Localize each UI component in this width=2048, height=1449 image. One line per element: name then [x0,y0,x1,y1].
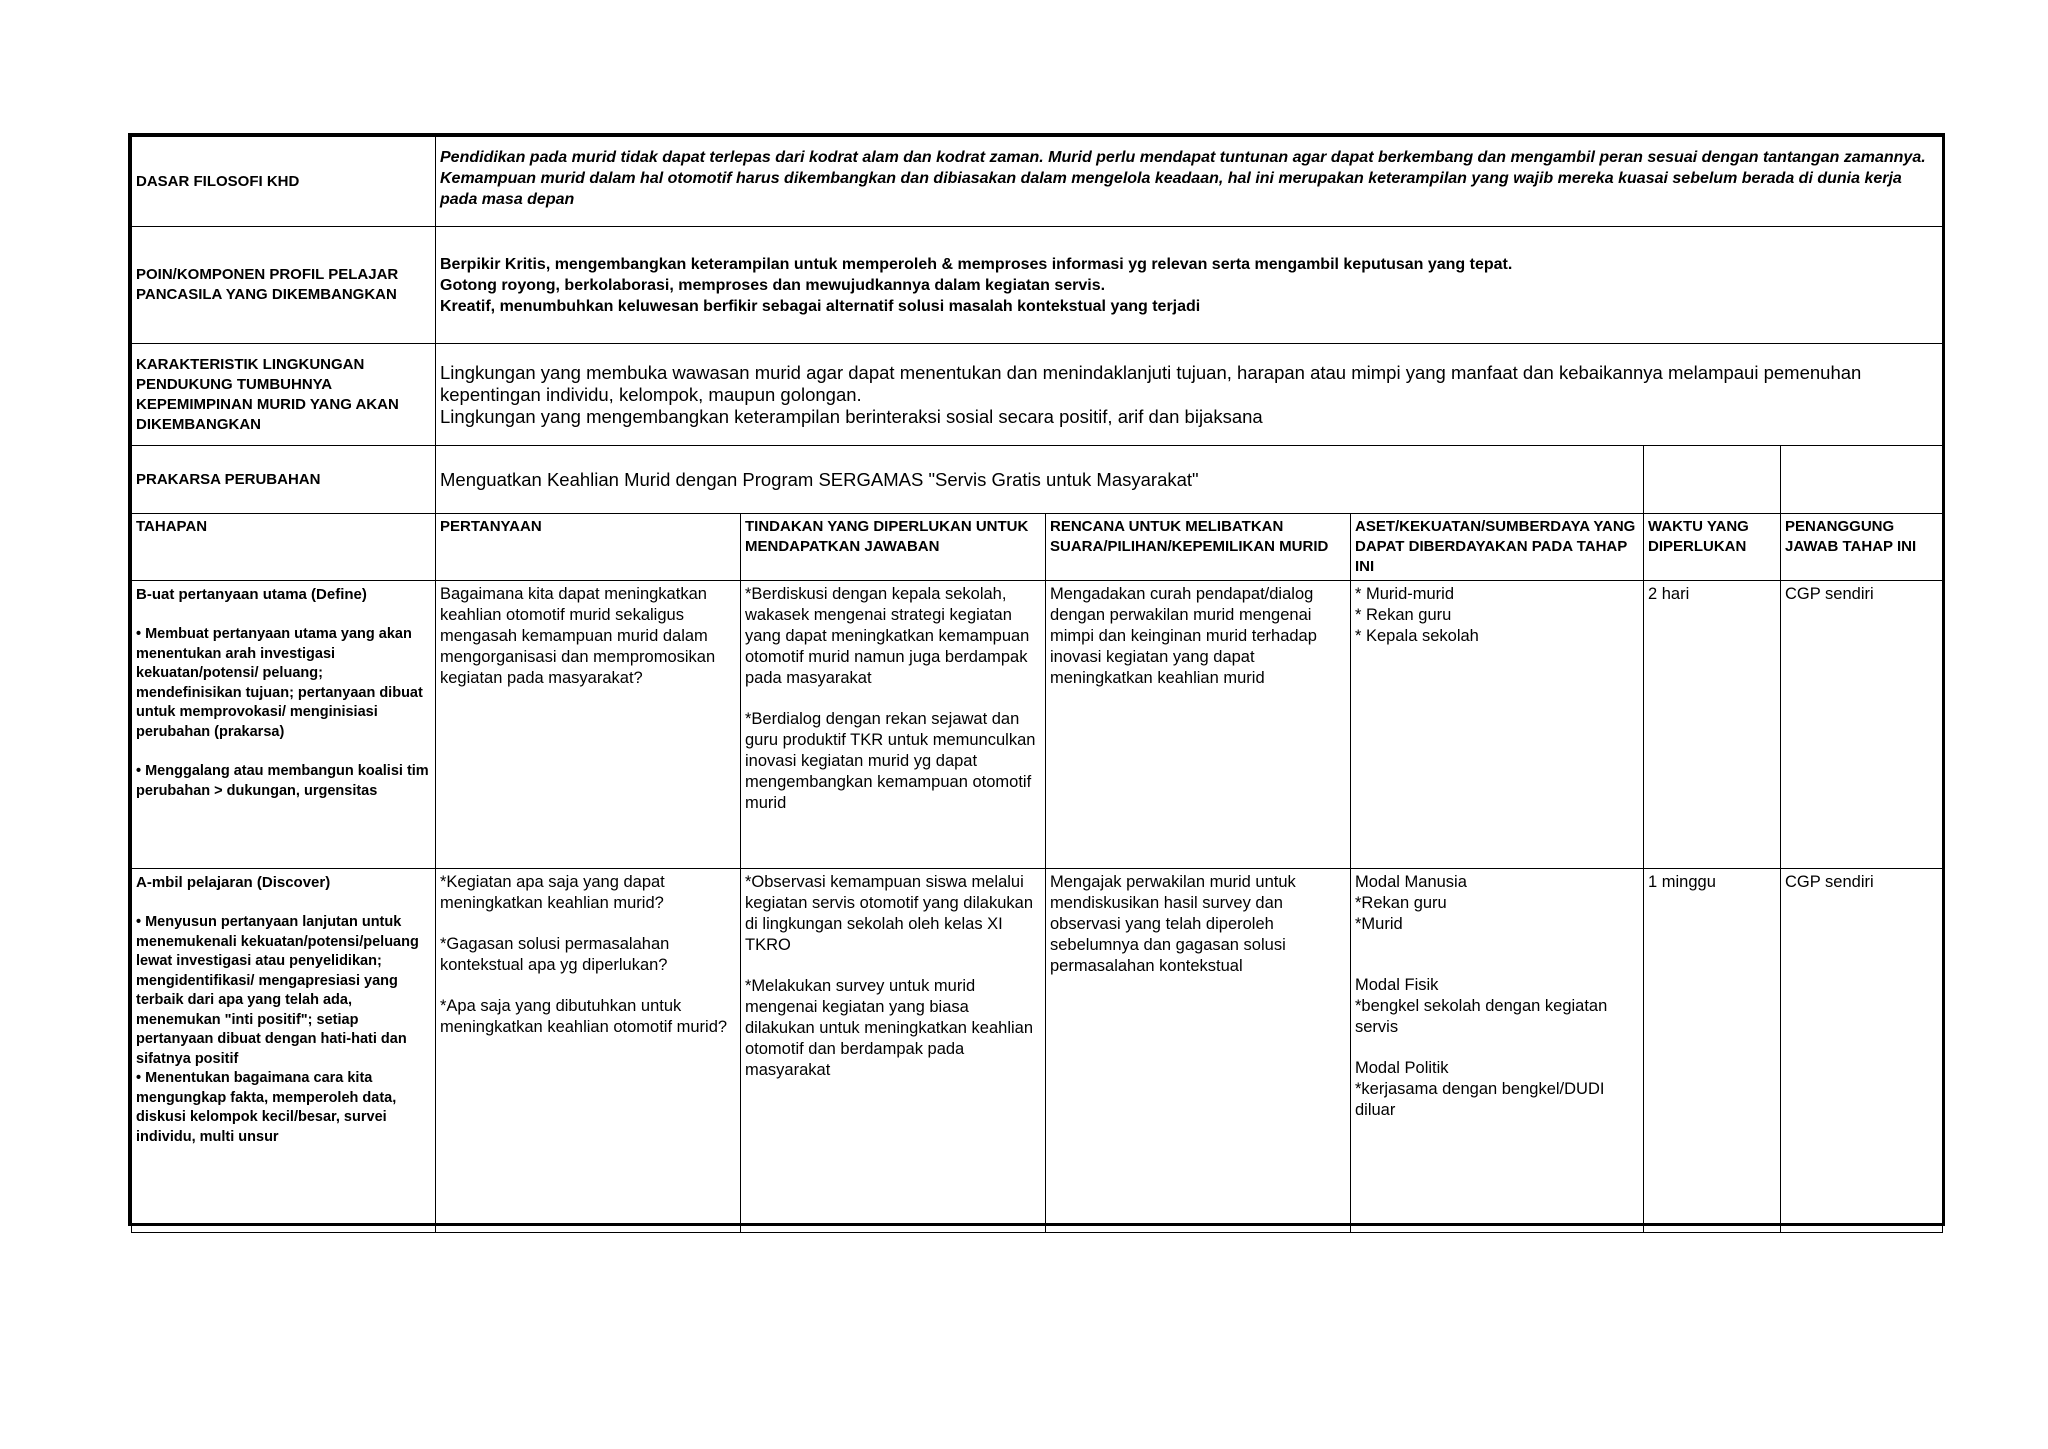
pertanyaan-item: *Apa saja yang dibutuhkan untuk meningkatkan keahlian otomotif murid? [440,997,728,1036]
waktu-cell: 1 minggu [1644,869,1781,1233]
karakteristik-line-2: Lingkungan yang mengembangkan keterampilan berinteraksi sosial secara positif, arif dan bijaksana [440,405,1263,427]
karakteristik-line-1: Lingkungan yang membuka wawasan murid agar dapat menentukan dan menindaklanjuti tujuan, harapan atau mimpi yang manfaat dan kebaikannya melampaui pemenuhan kepentingan individu, kelompok, maupun golongan. [440,361,1862,405]
profil-line-berpikir-kritis: Berpikir Kritis, mengembangkan keterampilan untuk memperoleh & memproses informasi yg relevan serta mengambil keputusan yang tepat. [440,255,1513,273]
profil-line-gotong-royong: Gotong royong, berkolaborasi, memproses dan mewujudkannya dalam kegiatan servis. [440,276,1106,294]
header-pertanyaan: PERTANYAAN [436,514,741,581]
tindakan-item: *Observasi kemampuan siswa melalui kegiatan servis otomotif yang dilakukan di lingkungan sekolah oleh kelas XI TKRO [745,873,1033,954]
stage-discover-cell [132,869,436,1233]
pertanyaan-item: *Kegiatan apa saja yang dapat meningkatkan keahlian murid? [440,873,665,912]
stage-item: • Menggalang atau membangun koalisi tim perubahan > dukungan, urgensitas [136,763,429,799]
header-aset: ASET/KEKUATAN/SUMBERDAYA YANG DAPAT DIBERDAYAKAN PADA TAHAP INI [1351,514,1644,581]
tindakan-item: *Melakukan survey untuk murid mengenai kegiatan yang biasa dilakukan untuk meningkatkan keahlian otomotif dan berdampak pada masyarakat [745,977,1034,1079]
stage-title: B-uat pertanyaan utama (Define) [136,586,367,603]
aset-group-manusia: Modal Manusia *Rekan guru *Murid [1355,873,1467,933]
text-prakarsa: Menguatkan Keahlian Murid dengan Program SERGAMAS "Servis Gratis untuk Masyarakat" [436,446,1644,514]
tindakan-cell [741,581,1046,869]
tindakan-cell [741,869,1046,1233]
rencana-cell: Mengajak perwakilan murid untuk mendiskusikan hasil survey dan observasi yang telah diperoleh sebelumnya dan gagasan solusi permasalahan kontekstual [1046,869,1351,1233]
prakarsa-empty-waktu [1644,446,1781,514]
stage-item: • Menentukan bagaimana cara kita mengungkap fakta, memperoleh data, diskusi kelompok kecil/besar, survei individu, multi unsur [136,1070,397,1145]
planning-table [131,136,1943,1233]
rencana-cell: Mengadakan curah pendapat/dialog dengan perwakilan murid mengenai mimpi dan keinginan murid terhadap inovasi kegiatan yang dapat meningkatkan keahlian murid [1046,581,1351,869]
text-profil-pelajar [436,227,1943,344]
label-prakarsa: PRAKARSA PERUBAHAN [132,446,436,514]
aset-cell: * Murid-murid * Rekan guru * Kepala sekolah [1351,581,1644,869]
aset-cell [1351,869,1644,1233]
pertanyaan-cell [436,869,741,1233]
row-column-headers [132,514,1943,581]
pertanyaan-item: *Gagasan solusi permasalahan kontekstual apa yg diperlukan? [440,935,670,974]
stage-define-cell [132,581,436,869]
pertanyaan-cell: Bagaimana kita dapat meningkatkan keahlian otomotif murid sekaligus mengasah kemampuan murid dalam mengorganisasi dan mempromosikan kegiatan pada masyarakat? [436,581,741,869]
penanggung-cell: CGP sendiri [1781,581,1943,869]
label-profil-pelajar: POIN/KOMPONEN PROFIL PELAJAR PANCASILA YANG DIKEMBANGKAN [132,227,436,344]
aset-group-politik: Modal Politik *kerjasama dengan bengkel/DUDI diluar [1355,1059,1605,1119]
row-dasar-filosofi [132,137,1943,227]
aset-group-fisik: Modal Fisik *bengkel sekolah dengan kegiatan servis [1355,976,1608,1036]
tindakan-item: *Berdialog dengan rekan sejawat dan guru produktif TKR untuk memunculkan inovasi kegiatan murid yg dapat mengembangkan kemampuan otomotif murid [745,710,1036,812]
planning-table-sheet [128,133,1945,1226]
text-karakteristik [436,344,1943,446]
penanggung-cell: CGP sendiri [1781,869,1943,1233]
stage-title: A-mbil pelajaran (Discover) [136,874,331,891]
row-profil-pelajar [132,227,1943,344]
header-waktu: WAKTU YANG DIPERLUKAN [1644,514,1781,581]
header-tahapan: TAHAPAN [132,514,436,581]
label-karakteristik: KARAKTERISTIK LINGKUNGAN PENDUKUNG TUMBUHNYA KEPEMIMPINAN MURID YANG AKAN DIKEMBANGKAN [132,344,436,446]
row-stage-define [132,581,1943,869]
profil-line-kreatif: Kreatif, menumbuhkan keluwesan berfikir sebagai alternatif solusi masalah kontekstual yang terjadi [440,297,1201,315]
waktu-cell: 2 hari [1644,581,1781,869]
row-karakteristik [132,344,1943,446]
stage-item: • Menyusun pertanyaan lanjutan untuk menemukenali kekuatan/potensi/peluang lewat investigasi atau penyelidikan; mengidentifikasi/ mengapresiasi yang terbaik dari apa yang telah ada, menemukan "inti positif"; setiap pertanyaan dibuat dengan hati-hati dan sifatnya positif [136,914,419,1067]
header-penanggung: PENANGGUNG JAWAB TAHAP INI [1781,514,1943,581]
header-rencana: RENCANA UNTUK MELIBATKAN SUARA/PILIHAN/KEPEMILIKAN MURID [1046,514,1351,581]
row-stage-discover [132,869,1943,1233]
header-tindakan: TINDAKAN YANG DIPERLUKAN UNTUK MENDAPATKAN JAWABAN [741,514,1046,581]
row-prakarsa [132,446,1943,514]
prakarsa-empty-penanggung [1781,446,1943,514]
tindakan-item: *Berdiskusi dengan kepala sekolah, wakasek mengenai strategi kegiatan yang dapat meningkatkan kemampuan otomotif murid namun juga berdampak pada masyarakat [745,585,1030,687]
stage-item: • Membuat pertanyaan utama yang akan menentukan arah investigasi kekuatan/potensi/ peluang; mendefinisikan tujuan; pertanyaan dibuat untuk memprovokasi/ menginisiasi perubahan (prakarsa) [136,626,423,740]
label-dasar-filosofi: DASAR FILOSOFI KHD [132,137,436,227]
text-dasar-filosofi: Pendidikan pada murid tidak dapat terlepas dari kodrat alam dan kodrat zaman. Murid perlu mendapat tuntunan agar dapat berkembang dan mengambil peran sesuai dengan tantangan zamannya. Kemampuan murid dalam hal otomotif harus dikembangkan dan dibiasakan dalam mengelola keadaan, hal ini merupakan keterampilan yang wajib mereka kuasai sebelum berada di dunia kerja pada masa depan [436,137,1943,227]
